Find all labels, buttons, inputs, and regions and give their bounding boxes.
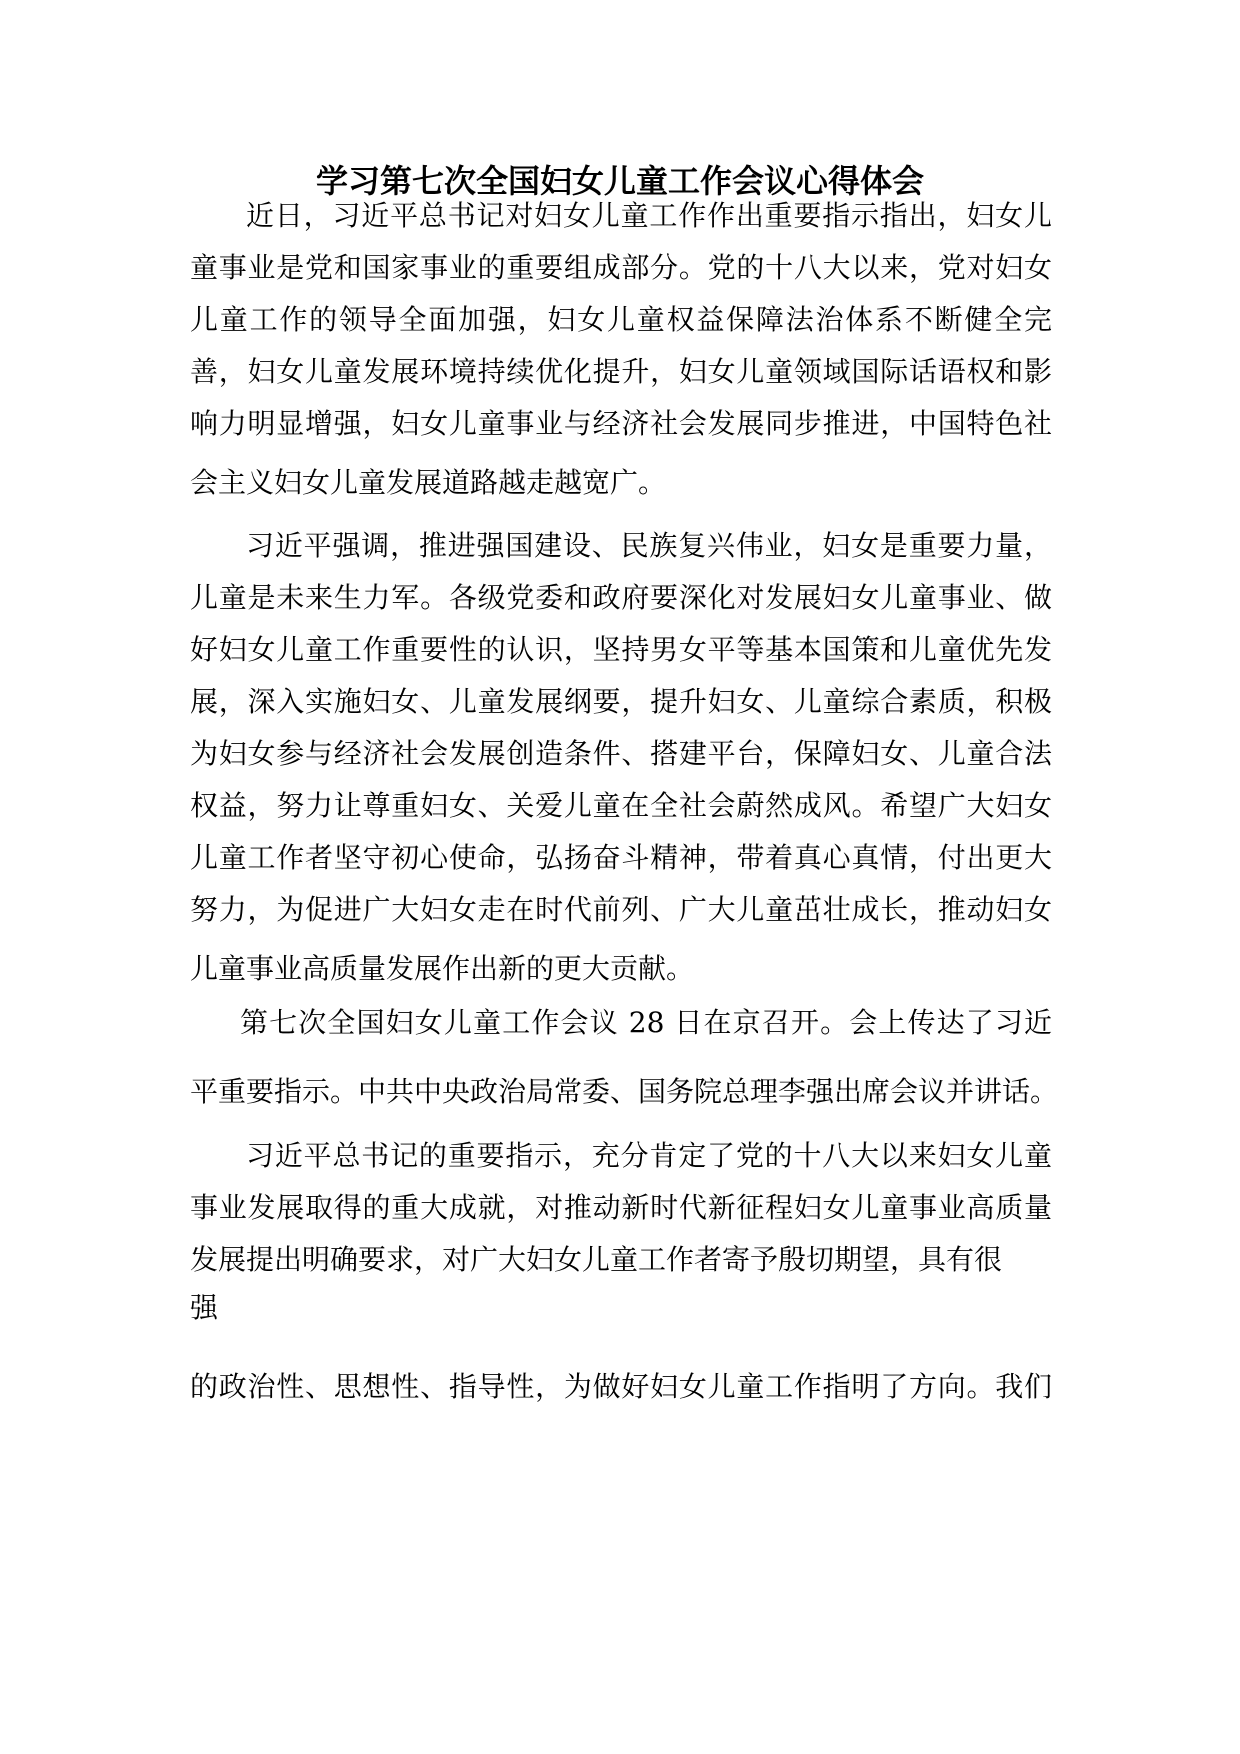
document-title: 学习第七次全国妇女儿童工作会议心得体会 [315, 162, 924, 200]
paragraph-line: 儿童是未来生力军。各级党委和政府要深化对发展妇女儿童事业、做 [190, 581, 1052, 614]
paragraph-line: 儿童工作的领导全面加强，妇女儿童权益保障法治体系不断健全完 [190, 303, 1052, 336]
paragraph-line: 习近平总书记的重要指示，充分肯定了党的十八大以来妇女儿童 [246, 1139, 1052, 1172]
paragraph-line: 努力，为促进广大妇女走在时代前列、广大儿童茁壮成长，推动妇女 [190, 893, 1052, 926]
paragraph-line: 权益，努力让尊重妇女、关爱儿童在全社会蔚然成风。希望广大妇女 [190, 789, 1052, 822]
paragraph-line: 平重要指示。中共中央政治局常委、国务院总理李强出席会议并讲话。 [190, 1075, 1059, 1108]
paragraph-line: 善，妇女儿童发展环境持续优化提升，妇女儿童领域国际话语权和影 [190, 355, 1052, 388]
paragraph-line: 好妇女儿童工作重要性的认识，坚持男女平等基本国策和儿童优先发 [190, 633, 1052, 666]
paragraph-line: 会主义妇女儿童发展道路越走越宽广。 [190, 466, 667, 499]
paragraph-line: 响力明显增强，妇女儿童事业与经济社会发展同步推进，中国特色社 [190, 407, 1052, 440]
paragraph-line: 强 [190, 1291, 219, 1324]
paragraph-line: 的政治性、思想性、指导性，为做好妇女儿童工作指明了方向。我们 [190, 1370, 1052, 1403]
paragraph-line: 童事业是党和国家事业的重要组成部分。党的十八大以来，党对妇女 [190, 251, 1052, 284]
paragraph-line: 展，深入实施妇女、儿童发展纲要，提升妇女、儿童综合素质，积极 [190, 685, 1052, 718]
paragraph-line: 儿童工作者坚守初心使命，弘扬奋斗精神，带着真心真情，付出更大 [190, 841, 1052, 874]
paragraph-line: 儿童事业高质量发展作出新的更大贡献。 [190, 952, 695, 985]
paragraph-line: 事业发展取得的重大成就，对推动新时代新征程妇女儿童事业高质量 [190, 1191, 1052, 1224]
paragraph-line: 第七次全国妇女儿童工作会议 28 日在京召开。会上传达了习近 [240, 1006, 1052, 1039]
paragraph-line: 发展提出明确要求，对广大妇女儿童工作者寄予殷切期望，具有很 [190, 1243, 1003, 1276]
paragraph-line: 为妇女参与经济社会发展创造条件、搭建平台，保障妇女、儿童合法 [190, 737, 1052, 770]
paragraph-line: 习近平强调，推进强国建设、民族复兴伟业，妇女是重要力量， [246, 529, 1052, 562]
paragraph-line: 近日，习近平总书记对妇女儿童工作作出重要指示指出，妇女儿 [246, 199, 1052, 232]
